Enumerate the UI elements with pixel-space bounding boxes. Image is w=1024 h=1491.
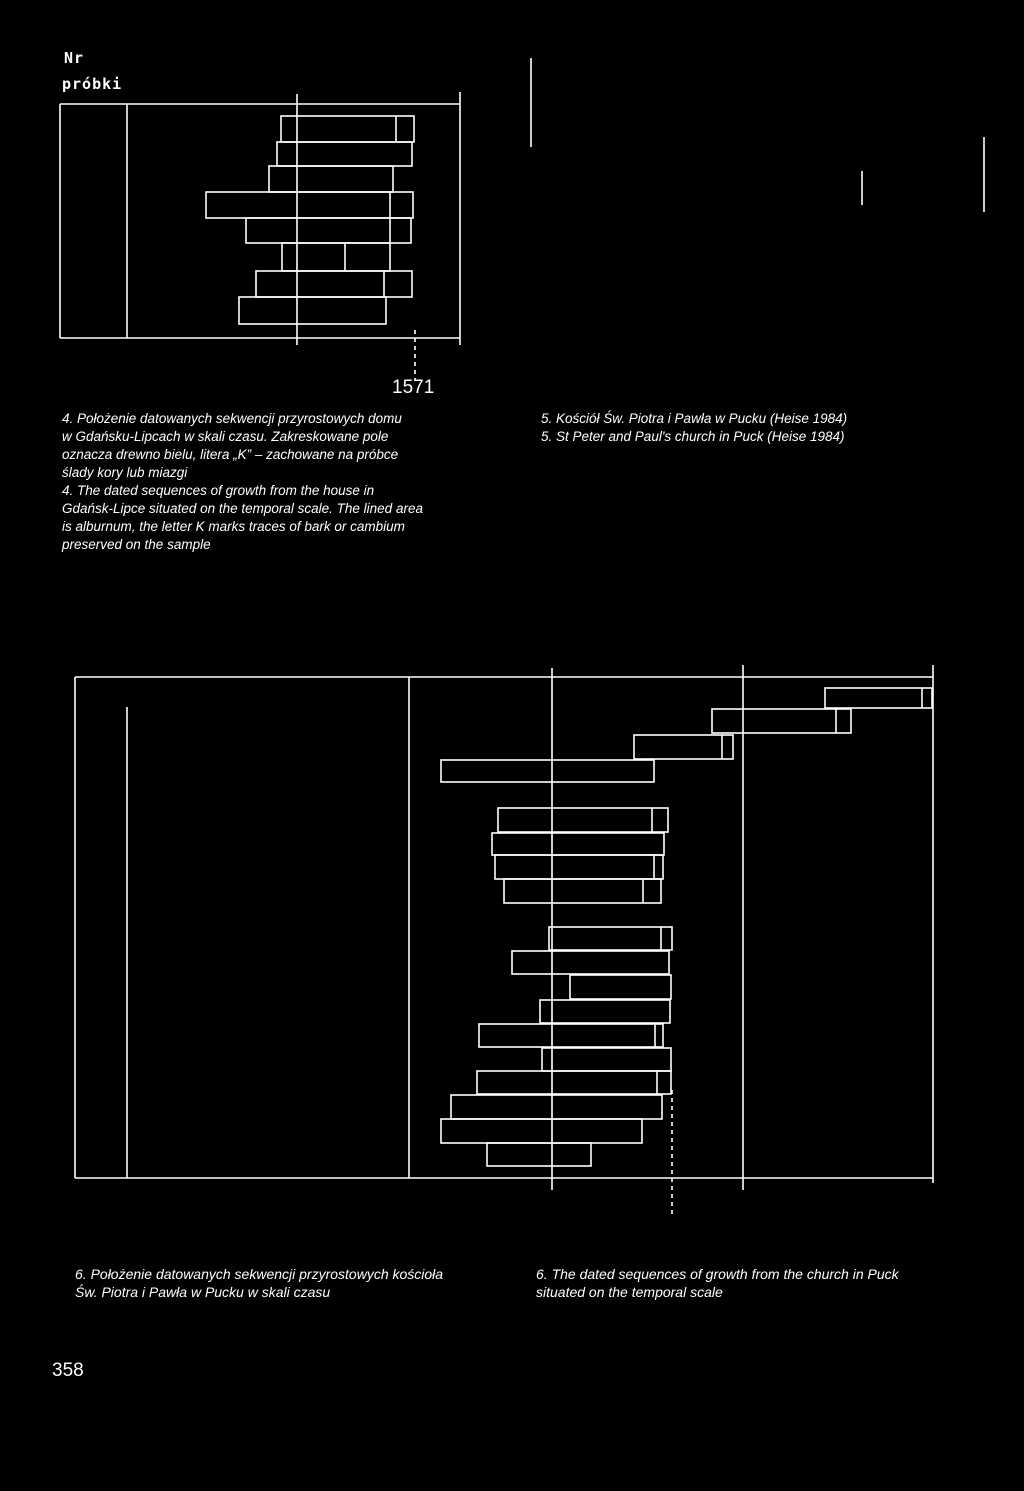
caption-line: 4. Położenie datowanych sekwencji przyrostowych domu	[62, 411, 402, 426]
caption-line: is alburnum, the letter K marks traces of bark or cambium	[62, 519, 405, 534]
caption-line: Gdańsk-Lipce situated on the temporal scale. The lined area	[62, 501, 423, 516]
caption-line: oznacza drewno bielu, litera „K” – zachowane na próbce	[62, 447, 399, 462]
sample-no-header-line2: próbki	[62, 75, 123, 93]
caption-line: 5. St Peter and Paul's church in Puck (Heise 1984)	[541, 429, 845, 444]
caption-line: w Gdańsku-Lipcach w skali czasu. Zakreskowane pole	[62, 429, 389, 444]
page-number: 358	[52, 1360, 84, 1381]
caption-line: 4. The dated sequences of growth from the house in	[62, 483, 375, 498]
year-label-1571: 1571	[392, 377, 435, 398]
caption-line: preserved on the sample	[62, 537, 211, 552]
caption-line: situated on the temporal scale	[536, 1284, 723, 1300]
figure4-caption	[62, 410, 423, 554]
figure5-caption	[541, 410, 847, 446]
figure6-caption-pl	[75, 1265, 443, 1301]
caption-line: 5. Kościół Św. Piotra i Pawła w Pucku (Heise 1984)	[541, 411, 848, 426]
caption-line: ślady kory lub miazgi	[62, 465, 188, 480]
sample-no-header-line1: Nr	[64, 49, 85, 67]
caption-line: 6. The dated sequences of growth from the church in Puck	[536, 1266, 899, 1282]
caption-line: 6. Położenie datowanych sekwencji przyrostowych kościoła	[75, 1266, 444, 1282]
caption-line: Św. Piotra i Pawła w Pucku w skali czasu	[75, 1284, 331, 1300]
figure6-caption-en	[536, 1265, 899, 1301]
